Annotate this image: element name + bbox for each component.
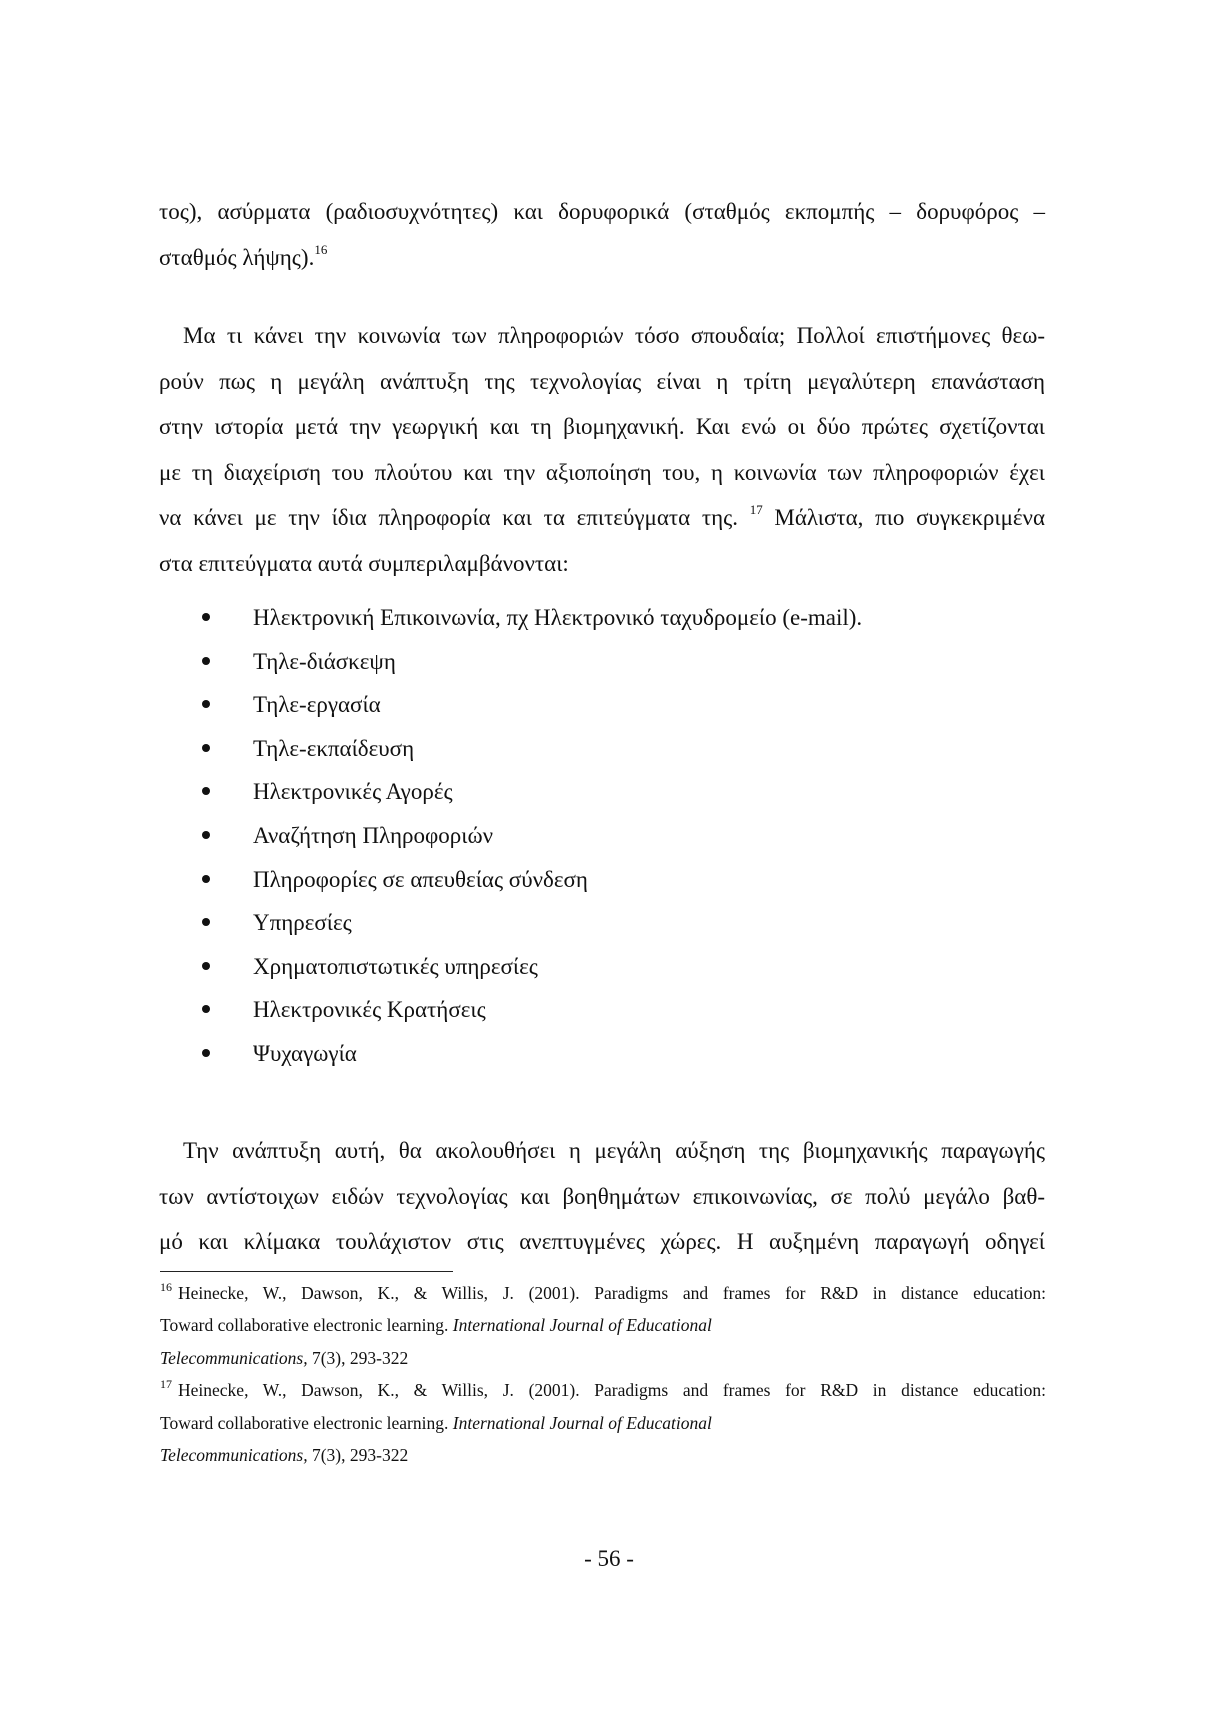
footnote-16 bbox=[160, 1277, 1046, 1374]
footnote-line bbox=[160, 1277, 1046, 1309]
journal-title: Telecommunications, bbox=[160, 1347, 308, 1368]
list-item bbox=[202, 1032, 862, 1076]
text-line bbox=[159, 235, 1045, 281]
text-line: των αντίστοιχων ειδών τεχνολογίας και βοηθημάτων επικοινωνίας, σε πολύ μεγάλο βαθ- bbox=[159, 1183, 1045, 1209]
text-line: στα επιτεύγματα αυτά συμπεριλαμβάνονται: bbox=[159, 550, 569, 576]
footnote-text: Heinecke, W., Dawson, K., & Willis, J. (2001). Paradigms and frames for R&D in distance education: bbox=[178, 1380, 1046, 1401]
bullet-dot-icon bbox=[202, 918, 210, 926]
bullet-dot-icon bbox=[202, 875, 210, 883]
list-item bbox=[202, 901, 862, 945]
footnote-text: 7(3), 293-322 bbox=[307, 1445, 409, 1466]
list-item bbox=[202, 945, 862, 989]
footnote-line bbox=[160, 1342, 1046, 1374]
bullet-dot-icon bbox=[202, 962, 210, 970]
list-item bbox=[202, 596, 862, 640]
footnote-number: 17 bbox=[160, 1377, 172, 1392]
footnote-line bbox=[160, 1309, 1046, 1341]
bullet-dot-icon bbox=[202, 613, 210, 621]
text-line: ρούν πως η μεγάλη ανάπτυξη της τεχνολογίας είναι η τρίτη μεγαλύτερη επανάσταση bbox=[159, 368, 1045, 394]
text-line: με τη διαχείριση του πλούτου και την αξιοποίηση του, η κοινωνία των πληροφοριών έχει bbox=[159, 459, 1045, 485]
list-item-text: Τηλε-εκπαίδευση bbox=[253, 735, 415, 761]
footnote-text: Toward collaborative electronic learning. bbox=[160, 1315, 453, 1336]
list-item-text: Πληροφορίες σε απευθείας σύνδεση bbox=[253, 866, 588, 892]
journal-title: International Journal of Educational bbox=[452, 1315, 712, 1336]
footnote-text: Heinecke, W., Dawson, K., & Willis, J. (2001). Paradigms and frames for R&D in distance education: bbox=[178, 1283, 1046, 1303]
footnote-line bbox=[160, 1407, 1046, 1439]
bullet-dot-icon bbox=[202, 700, 210, 708]
list-item-text: Τηλε-εργασία bbox=[253, 692, 381, 718]
footnote-separator bbox=[160, 1271, 453, 1272]
achievements-list bbox=[202, 596, 862, 1076]
list-item-text: Υπηρεσίες bbox=[253, 910, 352, 936]
list-item bbox=[202, 770, 862, 814]
text-line: μό και κλίμακα τουλάχιστον στις ανεπτυγμένες χώρες. Η αυξημένη παραγωγή οδηγεί bbox=[159, 1229, 1045, 1255]
list-item-text: Αναζήτηση Πληροφοριών bbox=[253, 822, 493, 848]
list-item-text: Ηλεκτρονικές Κρατήσεις bbox=[253, 997, 486, 1023]
bullet-dot-icon bbox=[202, 1049, 210, 1057]
paragraph-production bbox=[159, 1128, 1045, 1265]
text-line: στην ιστορία μετά την γεωργική και τη βιομηχανική. Και ενώ οι δύο πρώτες σχετίζονται bbox=[159, 414, 1045, 440]
text-line: Μα τι κάνει την κοινωνία των πληροφοριών τόσο σπουδαία; Πολλοί επιστήμονες θεω- bbox=[183, 323, 1045, 348]
bullet-dot-icon bbox=[202, 831, 210, 839]
paragraph-continuation bbox=[159, 189, 1045, 280]
list-item bbox=[202, 988, 862, 1032]
list-item-text: Ηλεκτρονική Επικοινωνία, πχ Ηλεκτρονικό ταχυδρομείο (e-mail). bbox=[253, 605, 863, 630]
footnote-text: Toward collaborative electronic learning. bbox=[160, 1412, 453, 1433]
journal-title: Telecommunications, bbox=[160, 1445, 308, 1466]
journal-title: International Journal of Educational bbox=[452, 1412, 712, 1433]
list-item bbox=[202, 640, 862, 684]
text-fragment: να κάνει με την ίδια πληροφορία και τα επιτεύγματα της. bbox=[159, 505, 739, 531]
bullet-dot-icon bbox=[202, 744, 210, 752]
list-item-text: Ψυχαγωγία bbox=[253, 1040, 357, 1066]
list-item-text: Τηλε-διάσκεψη bbox=[253, 648, 396, 674]
list-item bbox=[202, 683, 862, 727]
list-item-text: Χρηματοπιστωτικές υπηρεσίες bbox=[253, 953, 538, 979]
text-fragment: Μάλιστα, πιο συγκεκριμένα bbox=[774, 505, 1046, 531]
footnote-line bbox=[160, 1439, 1046, 1471]
list-item-text: Ηλεκτρονικές Αγορές bbox=[253, 779, 453, 805]
list-item bbox=[202, 814, 862, 858]
bullet-dot-icon bbox=[202, 787, 210, 795]
footnote-line bbox=[160, 1374, 1046, 1406]
footnote-17 bbox=[160, 1374, 1046, 1471]
text-fragment: σταθμός λήψης). bbox=[159, 244, 315, 270]
bullet-dot-icon bbox=[202, 657, 210, 665]
paragraph-information-society bbox=[159, 313, 1045, 587]
text-line: Την ανάπτυξη αυτή, θα ακολουθήσει η μεγάλη αύξηση της βιομηχανικής παραγωγής bbox=[183, 1138, 1045, 1163]
footnotes bbox=[160, 1277, 1046, 1471]
footnote-ref: 17 bbox=[749, 502, 763, 518]
page-number: - 56 - bbox=[584, 1546, 634, 1571]
footnote-number: 16 bbox=[160, 1280, 172, 1294]
text-line bbox=[159, 495, 1045, 541]
footnote-ref: 16 bbox=[314, 241, 328, 257]
text-line: τος), ασύρματα (ραδιοσυχνότητες) και δορυφορικά (σταθμός εκπομπής – δορυφόρος – bbox=[159, 199, 1045, 224]
footnote-text: 7(3), 293-322 bbox=[307, 1347, 409, 1368]
bullet-dot-icon bbox=[202, 1005, 210, 1013]
list-item bbox=[202, 858, 862, 902]
list-item bbox=[202, 727, 862, 771]
